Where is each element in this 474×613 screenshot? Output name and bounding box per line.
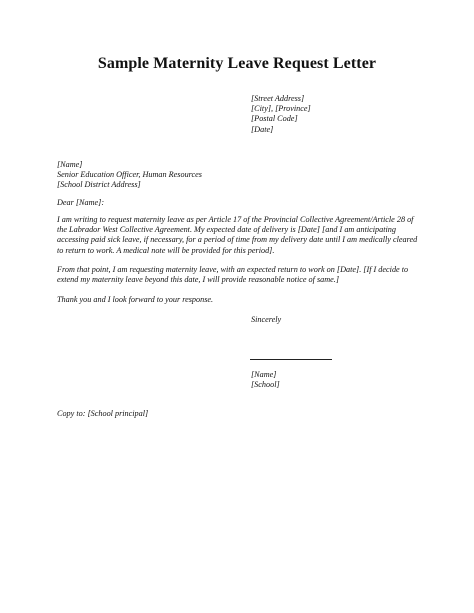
signature-name: [Name] [251,370,277,379]
signature-block [251,370,280,390]
signature-school: [School] [251,380,280,390]
body-paragraph-2: From that point, I am requesting maternity leave, with an expected return to work on [Date]. [If I decide to extend my maternity leave beyond this date, I will provide reasonable notice of same.] [57,265,409,285]
sender-street: [Street Address] [251,94,305,103]
salutation: Dear [Name]: [57,198,105,207]
body-paragraph-3: Thank you and I look forward to your response. [57,295,214,304]
sender-postal-code: [Postal Code] [251,114,298,124]
sender-address-block [251,94,451,135]
copy-to-line: Copy to: [School principal] [57,409,149,418]
signature-line [250,359,332,360]
recipient-position: Senior Education Officer, Human Resources [57,170,202,180]
recipient-address: [School District Address] [57,180,141,190]
recipient-name: [Name] [57,160,83,169]
recipient-address-block [57,160,357,191]
sender-city-province: [City], [Province] [251,104,311,114]
sender-date: [Date] [251,124,274,134]
body-paragraph-1: I am writing to request maternity leave as per Article 17 of the Provincial Collective Agreement/Article 28 of the Labrador West Collective Agreement. My expected date of delivery is [Date] [and I am anticipating accessing paid sick leave, if necessary, for a period of time from my delivery date until I am medically cleared to return to work. A medical note will be provided for this period]. [57,215,418,255]
closing: Sincerely [251,315,282,324]
letter-title: Sample Maternity Leave Request Letter [97,55,377,72]
